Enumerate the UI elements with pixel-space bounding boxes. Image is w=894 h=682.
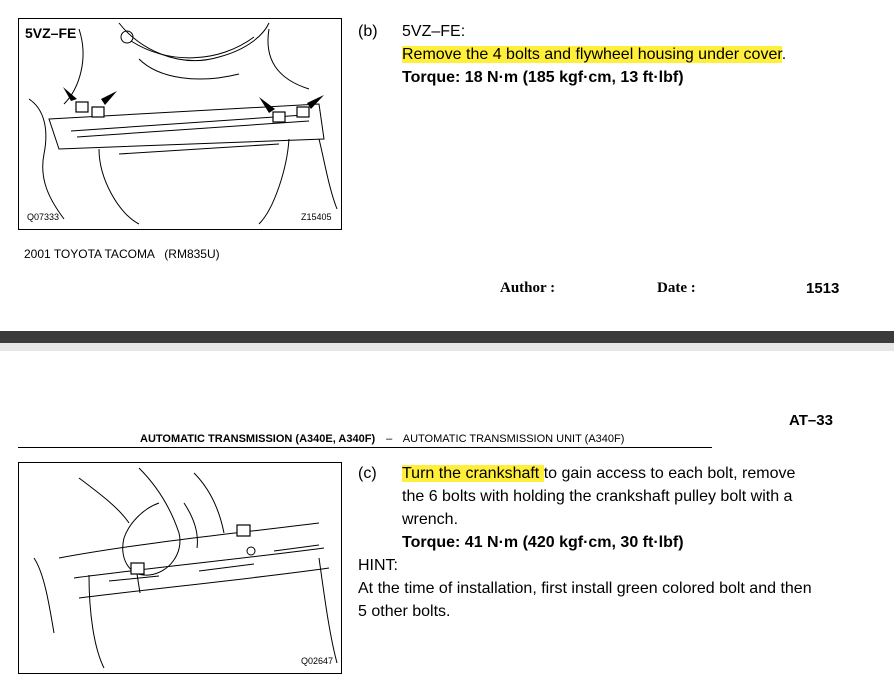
hint-line2: 5 other bolts. — [358, 603, 451, 620]
figure-flywheel-housing — [18, 18, 342, 230]
date-label: Date : — [657, 280, 696, 296]
header-rule — [18, 447, 712, 448]
subsection-title: AUTOMATIC TRANSMISSION UNIT (A340F) — [402, 433, 625, 445]
step-c-line1: Turn the crankshaft to gain access to each bolt, remove — [402, 465, 796, 482]
section-header — [140, 433, 624, 445]
hint-block — [358, 554, 888, 623]
vehicle-model-text: 2001 TOYOTA TACOMA (RM835U) — [24, 247, 220, 261]
step-c-letter: (c) — [358, 465, 377, 482]
section-title: AUTOMATIC TRANSMISSION (A340E, A340F) — [140, 433, 376, 445]
author-label: Author : — [500, 280, 556, 296]
step-b-body — [402, 20, 882, 89]
crankshaft-bolts-illustration — [19, 463, 341, 673]
step-c-line3: wrench. — [402, 511, 459, 528]
page-number: 1513 — [806, 280, 840, 297]
page-divider — [0, 331, 894, 343]
page-id: AT–33 — [789, 412, 833, 429]
section-separator: – — [386, 433, 393, 445]
flywheel-housing-illustration — [19, 19, 341, 229]
highlighted-phrase: Turn the crankshaft — [402, 465, 544, 482]
highlighted-instruction: Remove the 4 bolts and flywheel housing under cover — [402, 46, 782, 63]
step-c-torque: Torque: 41 N·m (420 kgf·cm, 30 ft·lbf) — [402, 534, 684, 551]
figure-code-left: Q07333 — [27, 212, 60, 222]
step-b-engine: 5VZ–FE: — [402, 23, 466, 40]
figure-code-right: Z15405 — [301, 212, 332, 222]
step-b-letter: (b) — [358, 23, 378, 40]
figure-code: Q02647 — [301, 656, 334, 666]
page-divider-shadow — [0, 343, 894, 351]
step-b-instruction: Remove the 4 bolts and flywheel housing under cover. — [402, 46, 787, 63]
step-b-torque: Torque: 18 N·m (185 kgf·cm, 13 ft·lbf) — [402, 69, 684, 86]
figure-crankshaft — [18, 462, 342, 674]
step-c-line2: the 6 bolts with holding the crankshaft pulley bolt with a — [402, 488, 793, 505]
figure-engine-label: 5VZ–FE — [25, 25, 77, 41]
hint-line1: At the time of installation, first install green colored bolt and then — [358, 580, 812, 597]
step-c-body — [402, 462, 882, 554]
hint-label: HINT: — [358, 557, 398, 574]
